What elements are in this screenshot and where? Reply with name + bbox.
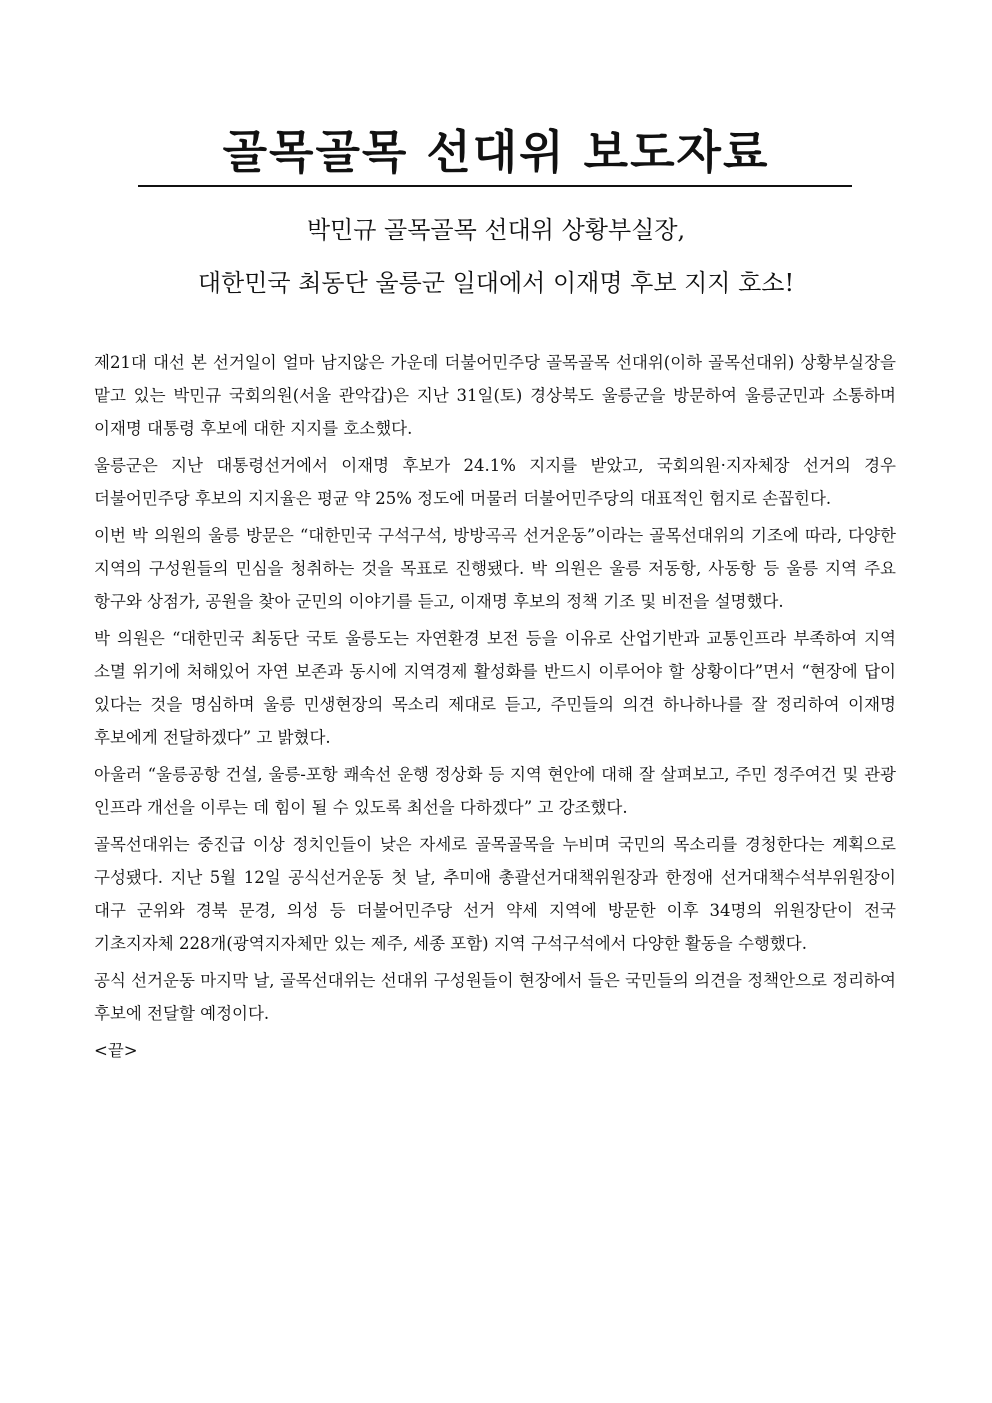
paragraph-2: 울릉군은 지난 대통령선거에서 이재명 후보가 24.1% 지지를 받았고, 국회의원·지자체장 선거의 경우 더불어민주당 후보의 지지율은 평균 약 25% 정도에 머물러 더불어민주당의 대표적인 험지로 손꼽힌다.: [94, 456, 896, 508]
paragraph-5: 아울러 “울릉공항 건설, 울릉-포항 쾌속선 운행 정상화 등 지역 현안에 대해 잘 살펴보고, 주민 정주여건 및 관광 인프라 개선을 이루는 데 힘이 될 수 있도록 최선을 다하겠다” 고 강조했다.: [94, 765, 896, 817]
paragraph-3: 이번 박 의원의 울릉 방문은 “대한민국 구석구석, 방방곡곡 선거운동”이라는 골목선대위의 기조에 따라, 다양한 지역의 구성원들의 민심을 청취하는 것을 목표로 진행됐다. 박 의원은 울릉 저동항, 사동항 등 울릉 지역 주요 항구와 상점가, 공원을 찾아 군민의 이야기를 듣고, 이재명 후보의 정책 기조 및 비전을 설명했다.: [94, 526, 896, 611]
paragraph-1: 제21대 대선 본 선거일이 얼마 남지않은 가운데 더불어민주당 골목골목 선대위(이하 골목선대위) 상황부실장을 맡고 있는 박민규 국회의원(서울 관악갑)은 지난 31일(토) 경상북도 울릉군을 방문하여 울릉군민과 소통하며 이재명 대통령 후보에 대한 지지를 호소했다.: [94, 353, 896, 438]
document-title: 골목골목 선대위 보도자료: [222, 125, 770, 179]
title-underline: [138, 185, 852, 187]
document-body: [94, 346, 896, 1067]
paragraph-6: 골목선대위는 중진급 이상 정치인들이 낮은 자세로 골목골목을 누비며 국민의 목소리를 경청한다는 계획으로 구성됐다. 지난 5월 12일 공식선거운동 첫 날, 추미애 총괄선거대책위원장과 한정애 선거대책수석부위원장이 대구 군위와 경북 문경, 의성 등 더불어민주당 선거 약세 지역에 방문한 이후 34명의 위원장단이 전국 기초지자체 228개(광역지자체만 있는 제주, 세종 포함) 지역 구석구석에서 다양한 활동을 수행했다.: [94, 835, 896, 953]
subtitle-line-2: 대한민국 최동단 울릉군 일대에서 이재명 후보 지지 호소!: [197, 269, 795, 297]
paragraph-7: 공식 선거운동 마지막 날, 골목선대위는 선대위 구성원들이 현장에서 들은 국민들의 의견을 정책안으로 정리하여 후보에 전달할 예정이다.: [94, 971, 896, 1023]
end-mark: <끝>: [94, 1041, 138, 1060]
subtitle-line-1: 박민규 골목골목 선대위 상황부실장,: [306, 216, 686, 244]
paragraph-4: 박 의원은 “대한민국 최동단 국토 울릉도는 자연환경 보전 등을 이유로 산업기반과 교통인프라 부족하여 지역 소멸 위기에 처해있어 자연 보존과 동시에 지역경제 활성화를 반드시 이루어야 할 상황이다”면서 “현장에 답이 있다는 것을 명심하며 울릉 민생현장의 목소리 제대로 듣고, 주민들의 의견 하나하나를 잘 정리하여 이재명 후보에게 전달하겠다” 고 밝혔다.: [94, 629, 896, 747]
